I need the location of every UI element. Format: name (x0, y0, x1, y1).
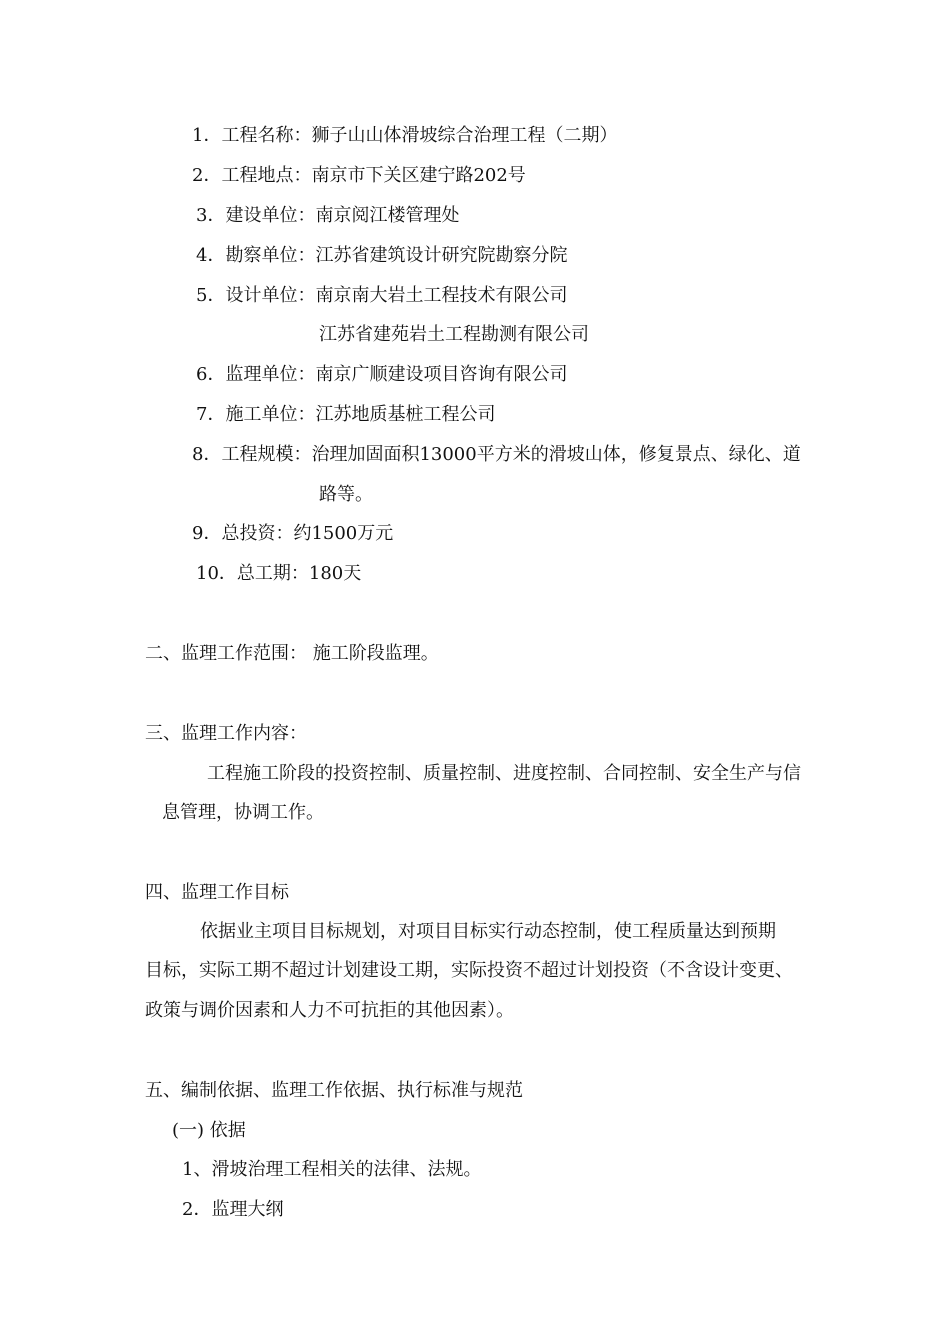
section5-item-2: 2．监理大纲 (182, 1199, 284, 1220)
project-location: 2．工程地点：南京市下关区建宁路202号 (192, 165, 526, 186)
supervision-unit: 6．监理单位：南京广顺建设项目咨询有限公司 (196, 364, 568, 385)
construction-contractor: 7．施工单位：江苏地质基桩工程公司 (196, 404, 496, 425)
design-unit-second: 江苏省建苑岩土工程勘测有限公司 (319, 324, 589, 345)
section3-paragraph-line1: 工程施工阶段的投资控制、质量控制、进度控制、合同控制、安全生产与信 (207, 763, 801, 784)
section5-heading: 五、编制依据、监理工作依据、执行标准与规范 (145, 1080, 523, 1101)
section5-item-1: 1、滑坡治理工程相关的法律、法规。 (182, 1159, 482, 1180)
project-scale-cont: 路等。 (319, 484, 373, 505)
section3-heading: 三、监理工作内容： (145, 723, 307, 744)
design-unit: 5．设计单位：南京南大岩土工程技术有限公司 (196, 285, 568, 306)
section3-paragraph-line2: 息管理，协调工作。 (162, 802, 324, 823)
section4-heading: 四、监理工作目标 (145, 882, 289, 903)
section5-subheading: (一) 依据 (172, 1120, 246, 1141)
construction-unit: 3．建设单位：南京阅江楼管理处 (196, 205, 460, 226)
project-name: 1．工程名称：狮子山山体滑坡综合治理工程（二期） (192, 125, 618, 146)
section4-paragraph-line3: 政策与调价因素和人力不可抗拒的其他因素）。 (145, 1000, 514, 1021)
section4-paragraph-line2: 目标，实际工期不超过计划建设工期，实际投资不超过计划投资（不含设计变更、 (145, 960, 793, 981)
total-investment: 9．总投资：约1500万元 (192, 523, 394, 544)
project-scale: 8．工程规模：治理加固面积13000平方米的滑坡山体，修复景点、绿化、道 (192, 444, 801, 465)
section2-heading: 二、监理工作范围： 施工阶段监理。 (145, 643, 439, 664)
total-duration: 10．总工期：180天 (196, 563, 362, 584)
survey-unit: 4．勘察单位：江苏省建筑设计研究院勘察分院 (196, 245, 568, 266)
section4-paragraph-line1: 依据业主项目目标规划，对项目目标实行动态控制，使工程质量达到预期 (200, 921, 776, 942)
